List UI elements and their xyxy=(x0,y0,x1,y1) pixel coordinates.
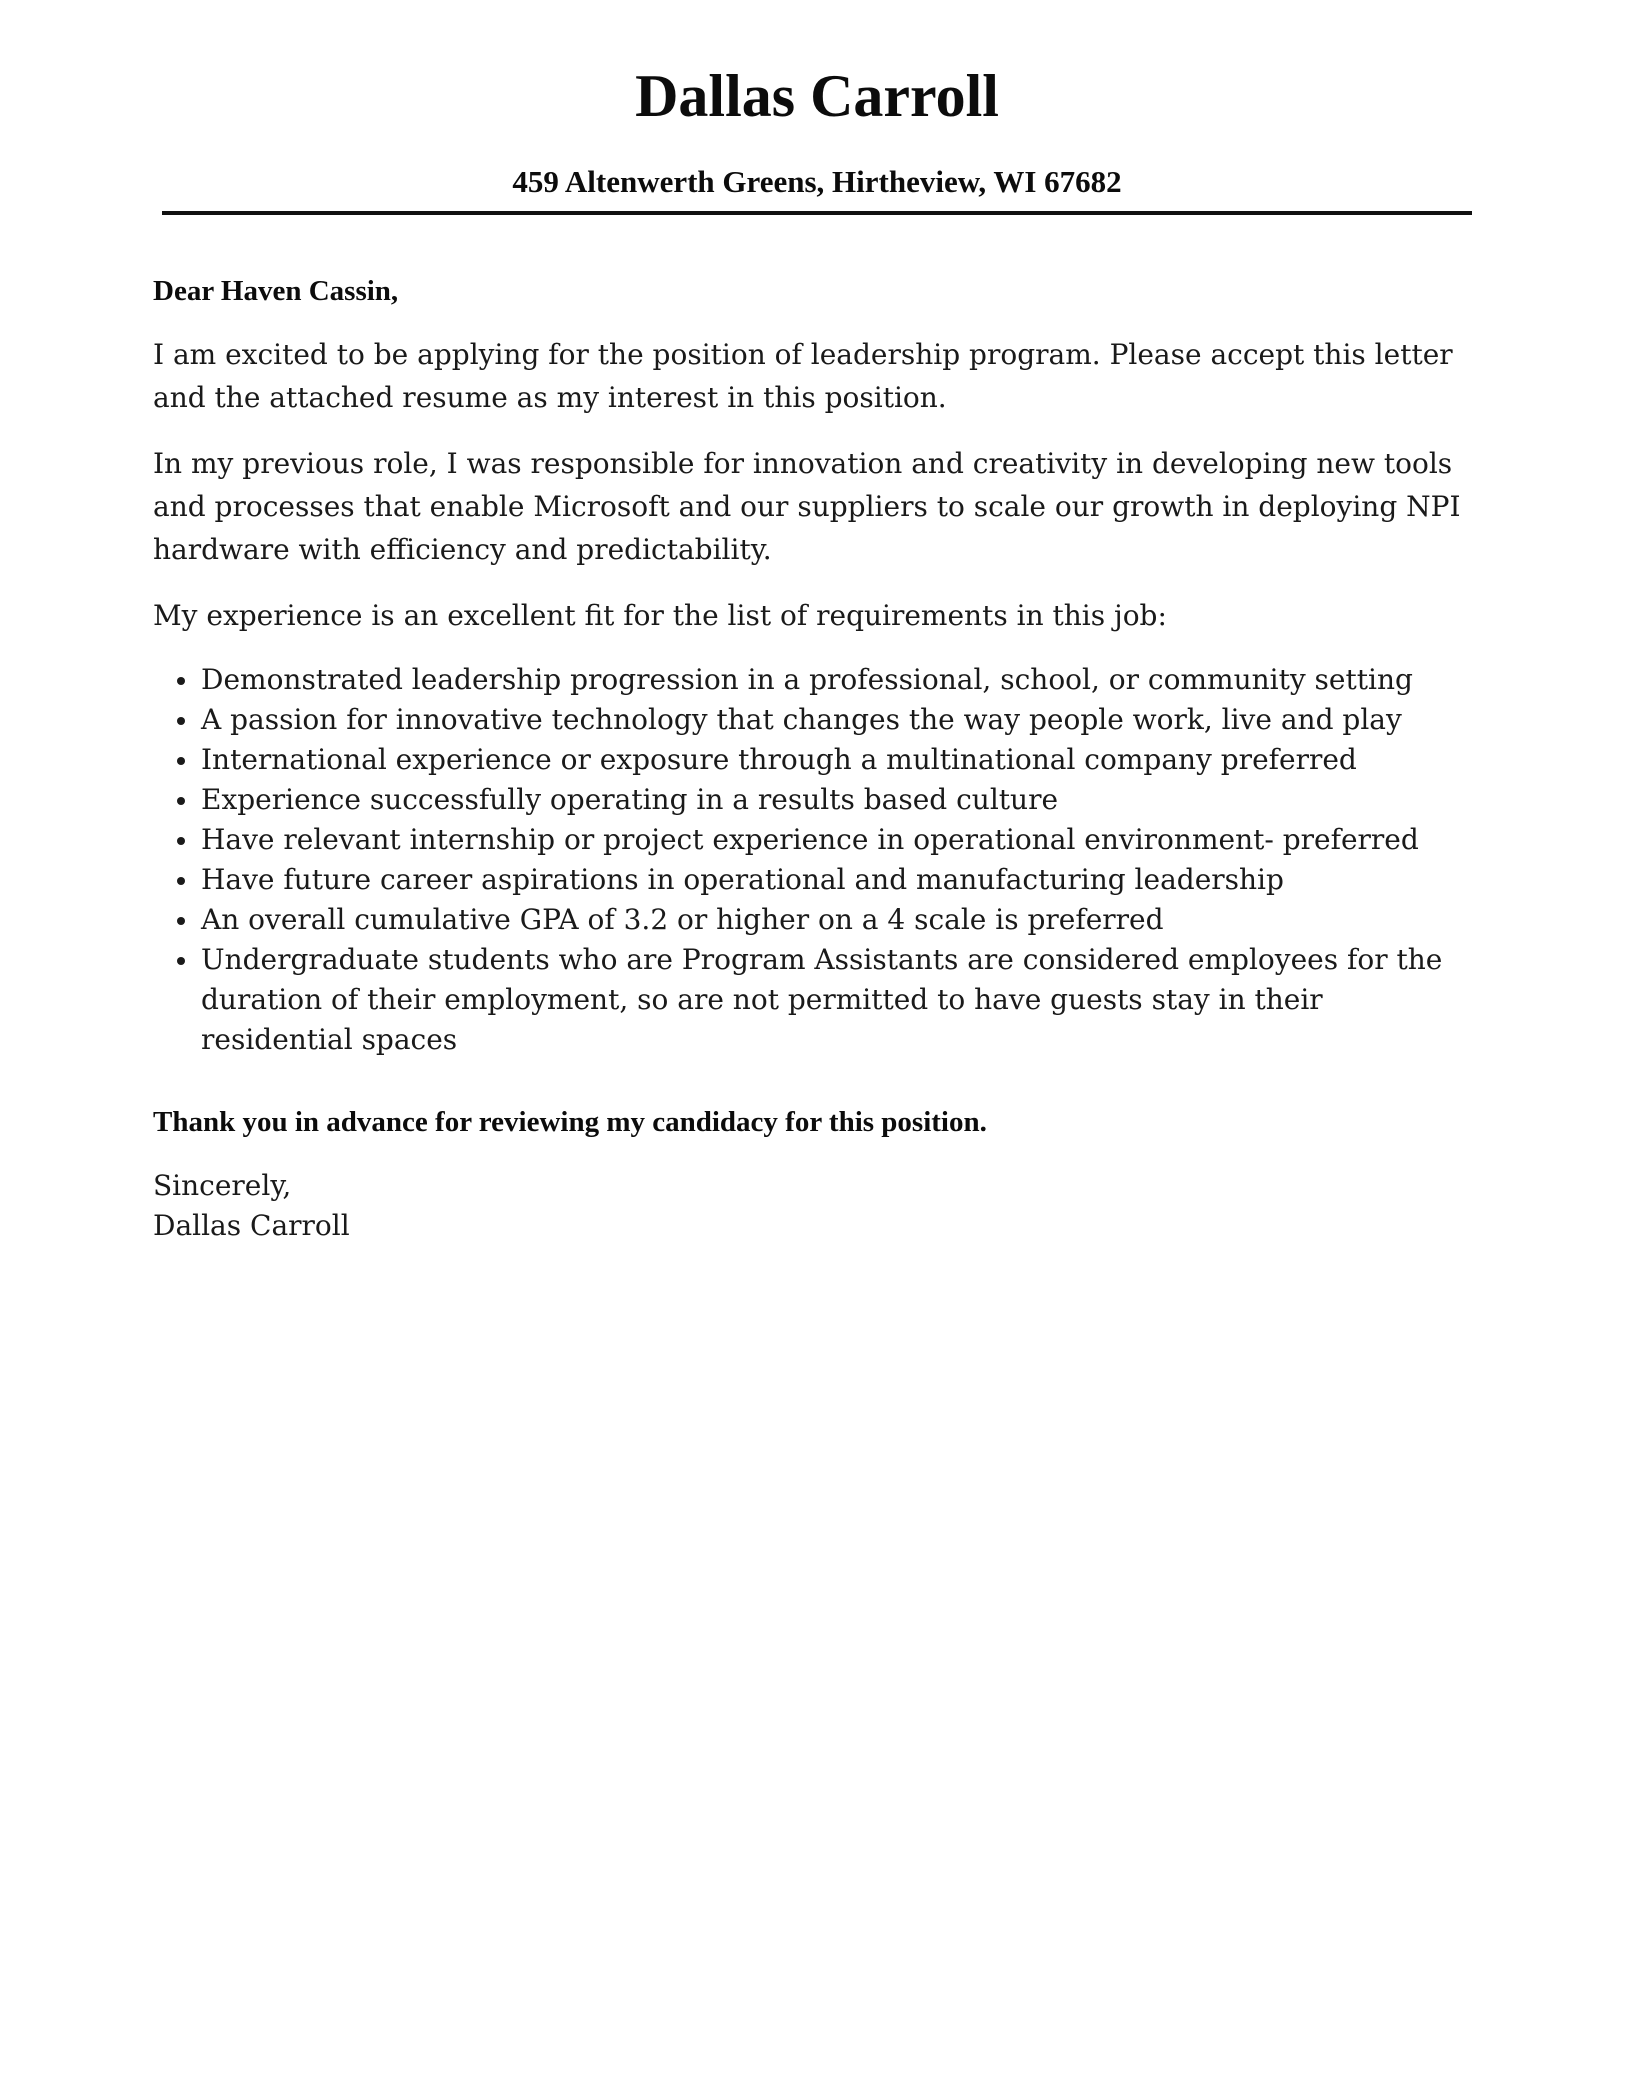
sender-name: Dallas Carroll xyxy=(635,63,999,129)
requirements-list xyxy=(153,660,1473,1060)
signature: Dallas Carroll xyxy=(153,1209,350,1242)
thanks-line: Thank you in advance for reviewing my candidacy for this position. xyxy=(153,1106,987,1138)
fit-paragraph: My experience is an excellent fit for the list of requirements in this job: xyxy=(153,599,1167,632)
intro-paragraph: I am excited to be applying for the position of leadership program. Please accept this letter and the attached resume as my interest in this position. xyxy=(153,338,1453,414)
header-divider xyxy=(162,211,1472,215)
list-item: An overall cumulative GPA of 3.2 or higher on a 4 scale is preferred xyxy=(201,900,1473,940)
list-item: Have relevant internship or project experience in operational environment- preferred xyxy=(201,820,1473,860)
letter-header xyxy=(162,60,1472,202)
experience-paragraph: In my previous role, I was responsible for innovation and creativity in developing new tools and processes that enable Microsoft and our suppliers to scale our growth in deploying NPI hardware with efficiency and predictability. xyxy=(153,447,1461,566)
letter-body xyxy=(153,271,1473,1246)
list-item: Demonstrated leadership progression in a professional, school, or community setting xyxy=(201,660,1473,700)
list-item: A passion for innovative technology that changes the way people work, live and play xyxy=(201,700,1473,740)
list-item: International experience or exposure through a multinational company preferred xyxy=(201,740,1473,780)
sender-address: 459 Altenwerth Greens, Hirtheview, WI 67682 xyxy=(512,164,1122,199)
list-item: Experience successfully operating in a results based culture xyxy=(201,780,1473,820)
closing: Sincerely, xyxy=(153,1169,292,1202)
salutation: Dear Haven Cassin, xyxy=(153,275,399,307)
list-item: Have future career aspirations in operational and manufacturing leadership xyxy=(201,860,1473,900)
list-item: Undergraduate students who are Program Assistants are considered employees for the duration of their employment, so are not permitted to have guests stay in their residential spaces xyxy=(201,940,1473,1060)
